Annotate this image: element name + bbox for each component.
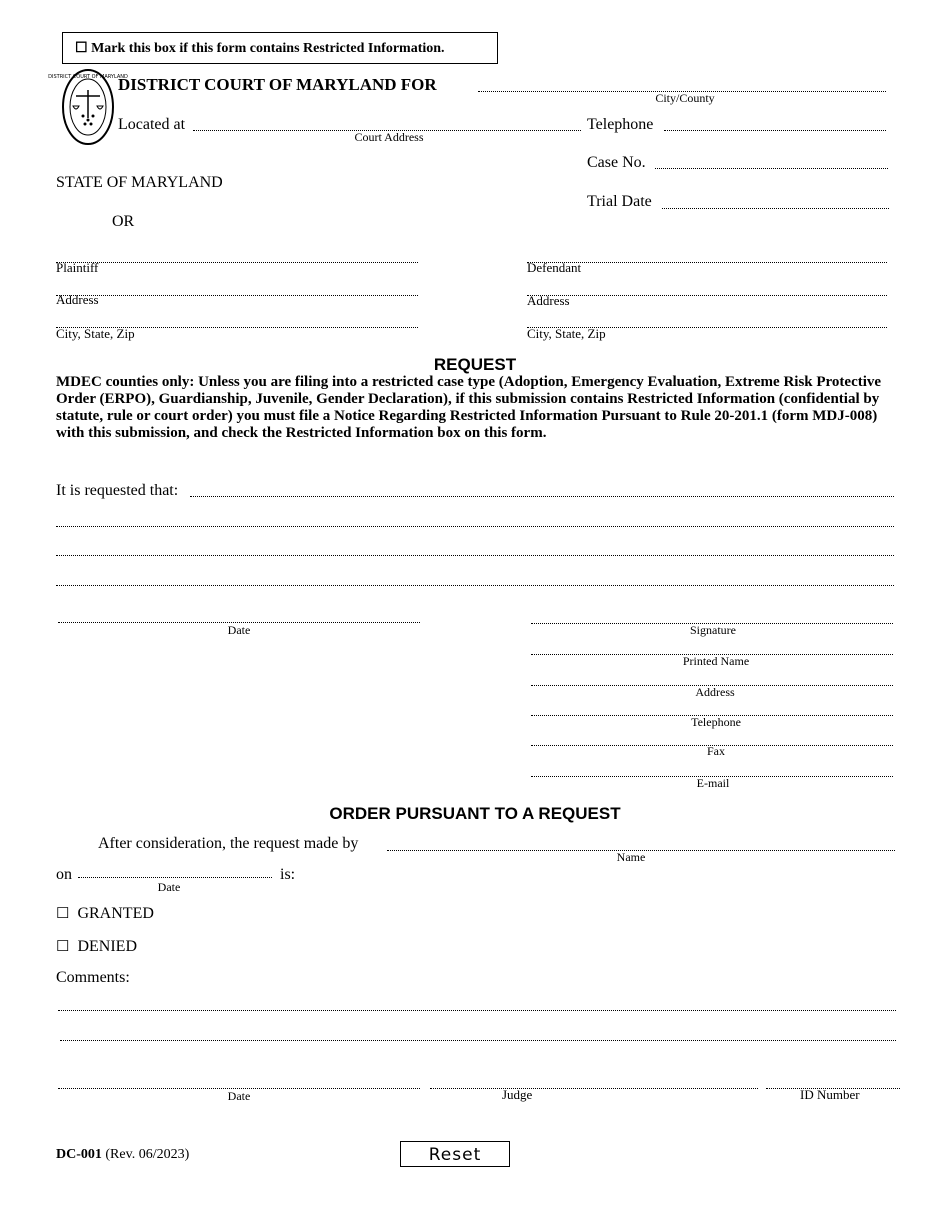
case-no-label: Case No.	[587, 154, 646, 171]
request-heading: REQUEST	[433, 355, 517, 374]
judge-field[interactable]	[430, 1088, 758, 1089]
court-address-caption: Court Address	[354, 130, 424, 144]
case-no-field[interactable]	[655, 168, 888, 169]
plaintiff-address-field[interactable]	[56, 295, 418, 296]
request-line-3[interactable]	[56, 555, 894, 556]
comments-label: Comments:	[56, 969, 130, 986]
request-line-1[interactable]	[190, 496, 894, 497]
trial-date-field[interactable]	[662, 208, 889, 209]
requested-label: It is requested that:	[56, 482, 179, 499]
denied-label: DENIED	[77, 938, 137, 955]
is-label: is:	[280, 866, 296, 883]
court-seal-icon	[48, 68, 128, 146]
plaintiff-field[interactable]	[56, 262, 418, 263]
granted-label: GRANTED	[77, 905, 154, 922]
or-label: OR	[112, 213, 135, 230]
defendant-address-caption: Address	[527, 293, 570, 308]
address-caption: Address	[695, 685, 735, 699]
form-number: DC-001	[56, 1147, 102, 1162]
svg-text:DISTRICT COURT OF MARYLAND: DISTRICT COURT OF MARYLAND	[48, 74, 128, 80]
reset-button[interactable]: Reset	[400, 1141, 510, 1167]
fax-caption: Fax	[707, 744, 725, 758]
granted-option[interactable]	[56, 904, 154, 923]
on-label: on	[56, 866, 72, 883]
request-line-2[interactable]	[56, 526, 894, 527]
judge-date-caption: Date	[227, 1089, 251, 1103]
plaintiff-address-caption: Address	[56, 292, 99, 307]
restricted-info-notice: MDEC counties only: Unless you are filing into a restricted case type (Adoption, Emergency Evaluation, Extreme Risk Protective Order (ERPO), Guardianship, Juvenile, Gender Declaration), if this submission contains Restricted Information (confidential by statute, rule or court order) you must file a Notice Regarding Restricted Information Pursuant to Rule 20-201.1 (form MDJ-008) with this submission, and check the Restricted Information box on this form.	[56, 374, 882, 441]
denied-checkbox[interactable]: ☐	[56, 939, 70, 955]
order-date-caption: Date	[157, 880, 181, 894]
trial-date-label: Trial Date	[587, 193, 652, 210]
name-caption: Name	[616, 850, 646, 864]
comments-line-1[interactable]	[58, 1010, 896, 1011]
request-line-4[interactable]	[56, 585, 894, 586]
defendant-city-caption: City, State, Zip	[527, 326, 606, 341]
restricted-info-checkbox[interactable]	[62, 32, 498, 64]
judge-caption: Judge	[502, 1087, 533, 1102]
defendant-caption: Defendant	[527, 260, 582, 275]
signature-caption: Signature	[690, 623, 736, 637]
telephone-caption: Telephone	[691, 715, 741, 729]
printed-name-caption: Printed Name	[682, 654, 750, 668]
form-id	[56, 1147, 189, 1163]
form-revision: (Rev. 06/2023)	[105, 1147, 190, 1162]
court-title: DISTRICT COURT OF MARYLAND FOR	[118, 75, 437, 94]
email-caption: E-mail	[696, 776, 730, 790]
defendant-address-field[interactable]	[527, 295, 887, 296]
located-at-label: Located at	[118, 116, 186, 133]
plaintiff-city-caption: City, State, Zip	[56, 326, 135, 341]
telephone-label: Telephone	[587, 116, 654, 133]
request-date-caption: Date	[227, 623, 251, 637]
telephone-field[interactable]	[664, 130, 886, 131]
denied-option[interactable]	[56, 937, 137, 956]
plaintiff-caption: Plaintiff	[56, 260, 99, 275]
granted-checkbox[interactable]: ☐	[56, 906, 70, 922]
city-county-caption: City/County	[655, 91, 715, 105]
id-number-caption: ID Number	[800, 1087, 860, 1102]
comments-line-2[interactable]	[60, 1040, 896, 1041]
restricted-info-label: Mark this box if this form contains Restricted Information.	[91, 41, 445, 56]
checkbox-glyph[interactable]: ☐	[75, 41, 88, 56]
order-date-field[interactable]	[78, 877, 272, 878]
state-of-maryland: STATE OF MARYLAND	[56, 174, 223, 191]
after-consideration-text: After consideration, the request made by	[98, 835, 359, 852]
order-heading: ORDER PURSUANT TO A REQUEST	[329, 804, 621, 823]
